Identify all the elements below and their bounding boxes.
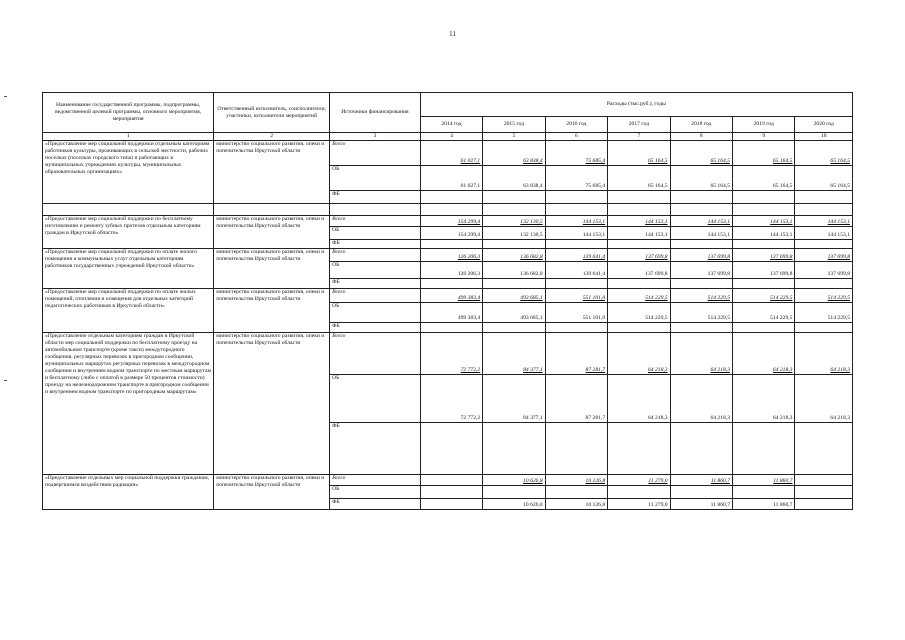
source-amount: 61 027,1 [420,166,482,191]
program-name: «Предоставление мер социальной поддержки отдельным категориям работников культуры, проживающих в сельской местности, рабочих поселках (поселках городского типа) и работающих в муниципальных учреждениях культуры, муниципальных образовательных организациях» [43,141,214,204]
source-amount [420,240,482,249]
source-amount [733,279,795,289]
table-row [43,475,853,486]
total-amount: 137 699,8 [795,249,853,262]
funding-source-label: ОБ [330,375,421,423]
column-number: 10 [795,133,853,141]
source-amount [545,240,607,249]
column-number: 7 [608,133,670,141]
table-row [43,141,853,166]
total-amount: 514 229,5 [608,289,670,303]
program-executor: министерство социального развития, опеки и попечительства Иркутской области [214,333,330,475]
source-amount: 87 281,7 [545,375,607,423]
source-amount: 137 699,8 [608,262,670,279]
source-amount: 137 699,8 [670,262,732,279]
source-amount: 72 772,2 [420,375,482,423]
source-amount [733,486,795,499]
total-amount: 144 153,1 [545,216,607,227]
funding-source-label: Всего [330,249,421,262]
total-amount: 11 860,7 [733,475,795,486]
total-amount: 499 383,4 [420,289,482,303]
total-amount: 551 101,0 [545,289,607,303]
total-amount [795,475,853,486]
year-header: 2014 год [420,117,482,133]
empty-cell [43,204,214,216]
source-amount: 64 218,3 [670,375,732,423]
funding-source-label: ФБ [330,323,421,333]
source-amount [545,486,607,499]
total-amount: 72 772,2 [420,333,482,375]
column-number: 6 [545,133,607,141]
total-amount: 132 130,5 [483,216,545,227]
source-amount [608,279,670,289]
empty-cell [420,204,482,216]
source-amount: 514 229,5 [608,303,670,323]
source-amount [670,279,732,289]
total-amount: 11 279,0 [608,475,670,486]
column-number: 4 [420,133,482,141]
source-amount: 137 699,8 [733,262,795,279]
total-amount: 65 164,5 [670,141,732,166]
source-amount [795,279,853,289]
total-amount: 144 153,1 [795,216,853,227]
funding-source-label: Всего [330,333,421,375]
funding-source-label: ОБ [330,262,421,279]
source-amount [545,191,607,204]
year-header: 2019 год [733,117,795,133]
source-amount [733,240,795,249]
source-amount: 11 279,0 [608,499,670,510]
source-amount: 84 377,1 [483,375,545,423]
empty-cell [330,204,421,216]
source-amount [483,323,545,333]
program-executor: министерство социального развития, опеки и попечительства Иркутской области [214,249,330,289]
funding-source-label: ОБ [330,486,421,499]
header-source: Источники финансирования [330,93,421,133]
total-amount: 75 685,4 [545,141,607,166]
program-name: «Предоставление мер социальной поддержки по оплате жилого помещения и коммунальных услуг отдельным категориям работников государственных учреждений Иркутской области» [43,249,214,289]
source-amount: 514 229,5 [733,303,795,323]
column-number: 8 [670,133,732,141]
source-amount [670,240,732,249]
table-row [43,249,853,262]
total-amount: 144 153,1 [733,216,795,227]
source-amount: 144 153,1 [795,227,853,240]
year-header: 2018 год [670,117,732,133]
source-amount [733,423,795,475]
header-expenses: Расходы (тыс.руб.), годы [420,93,852,117]
total-amount: 154 299,4 [420,216,482,227]
source-amount [795,323,853,333]
column-number: 1 [43,133,214,141]
source-amount: 64 218,3 [608,375,670,423]
source-amount: 65 164,5 [733,166,795,191]
source-amount: 551 101,0 [545,303,607,323]
funding-source-label: ФБ [330,423,421,475]
program-name: «Предоставление мер социальной поддержки по бесплатному изготовлению и ремонту зубных протезов отдельным категориям граждан в Иркутской области» [43,216,214,249]
source-amount [608,191,670,204]
table-row [43,333,853,375]
margin-mark [4,380,7,381]
program-executor: министерство социального развития, опеки и попечительства Иркутской области [214,141,330,204]
total-amount: 84 377,1 [483,333,545,375]
total-amount: 136 682,8 [483,249,545,262]
total-amount: 126 206,3 [420,249,482,262]
source-amount [483,240,545,249]
empty-cell [670,204,732,216]
source-amount: 75 685,4 [545,166,607,191]
source-amount: 11 860,7 [733,499,795,510]
table-row [43,289,853,303]
source-amount [795,499,853,510]
source-amount: 144 153,1 [733,227,795,240]
source-amount [545,423,607,475]
source-amount: 144 153,1 [545,227,607,240]
source-amount [483,423,545,475]
empty-cell [608,204,670,216]
source-amount [608,323,670,333]
source-amount [608,486,670,499]
expenses-table [42,92,853,510]
column-number: 2 [214,133,330,141]
funding-source-label: Всего [330,141,421,166]
source-amount: 136 682,8 [483,262,545,279]
total-amount: 514 229,5 [670,289,732,303]
source-amount [545,279,607,289]
source-amount: 144 153,1 [670,227,732,240]
source-amount [420,279,482,289]
header-executor: Ответственный исполнитель, соисполнители, участники, исполнители мероприятий [214,93,330,133]
source-amount [420,423,482,475]
source-amount: 126 206,3 [420,262,482,279]
source-amount: 64 218,3 [795,375,853,423]
source-amount [670,423,732,475]
source-amount: 10 626,8 [483,499,545,510]
table-row [43,216,853,227]
funding-source-label: ФБ [330,240,421,249]
total-amount: 11 860,7 [670,475,732,486]
total-amount [420,475,482,486]
source-amount [545,323,607,333]
empty-cell [795,204,853,216]
funding-source-label: ФБ [330,191,421,204]
total-amount: 64 218,3 [733,333,795,375]
source-amount [670,486,732,499]
funding-source-label: Всего [330,216,421,227]
source-amount [483,191,545,204]
source-amount: 65 164,5 [795,166,853,191]
page-number: 11 [449,30,456,38]
source-amount: 132 130,5 [483,227,545,240]
funding-source-label: Всего [330,289,421,303]
source-amount: 10 126,8 [545,499,607,510]
empty-cell [214,204,330,216]
total-amount: 493 685,1 [483,289,545,303]
year-header: 2017 год [608,117,670,133]
margin-mark [4,96,7,97]
spacer-row [43,204,853,216]
funding-source-label: ОБ [330,227,421,240]
source-amount [670,191,732,204]
program-executor: министерство социального развития, опеки и попечительства Иркутской области [214,216,330,249]
total-amount: 137 699,8 [670,249,732,262]
source-amount: 65 164,5 [670,166,732,191]
source-amount: 64 218,3 [733,375,795,423]
total-amount: 65 164,5 [608,141,670,166]
source-amount: 63 838,4 [483,166,545,191]
source-amount: 139 641,4 [545,262,607,279]
source-amount [795,191,853,204]
total-amount: 61 027,1 [420,141,482,166]
funding-source-label: ФБ [330,279,421,289]
source-amount [795,486,853,499]
source-amount: 514 229,5 [795,303,853,323]
total-amount: 87 281,7 [545,333,607,375]
source-amount [608,423,670,475]
funding-source-label: ОБ [330,303,421,323]
source-amount [420,191,482,204]
source-amount [733,191,795,204]
funding-source-label: ОБ [330,166,421,191]
program-executor: министерство социального развития, опеки и попечительства Иркутской области [214,475,330,510]
total-amount: 137 699,8 [608,249,670,262]
total-amount: 514 229,5 [733,289,795,303]
year-header: 2015 год [483,117,545,133]
source-amount [483,279,545,289]
header-name: Наименование государственной программы, подпрограммы, ведомственной целевой программы, основного мероприятия, мероприятия [43,93,214,133]
total-amount: 139 641,4 [545,249,607,262]
source-amount: 137 699,8 [795,262,853,279]
source-amount: 11 860,7 [670,499,732,510]
source-amount [795,240,853,249]
total-amount: 10 626,8 [483,475,545,486]
program-executor: министерство социального развития, опеки и попечительства Иркутской области [214,289,330,333]
source-amount [483,486,545,499]
source-amount: 514 229,5 [670,303,732,323]
column-number: 5 [483,133,545,141]
total-amount: 514 229,5 [795,289,853,303]
source-amount: 144 153,1 [608,227,670,240]
source-amount: 65 164,5 [608,166,670,191]
column-number: 9 [733,133,795,141]
source-amount [795,423,853,475]
source-amount [420,323,482,333]
funding-source-label: Всего [330,475,421,486]
total-amount: 64 218,3 [608,333,670,375]
source-amount [608,240,670,249]
total-amount: 144 153,1 [608,216,670,227]
total-amount: 137 699,8 [733,249,795,262]
total-amount: 144 153,1 [670,216,732,227]
total-amount: 65 164,5 [795,141,853,166]
year-header: 2016 год [545,117,607,133]
total-amount: 10 126,8 [545,475,607,486]
total-amount: 65 164,5 [733,141,795,166]
total-amount: 63 838,4 [483,141,545,166]
source-amount [420,486,482,499]
source-amount [733,323,795,333]
empty-cell [545,204,607,216]
program-name: «Предоставление отдельных мер социальной поддержки гражданам, подвергшимся воздействию радиации» [43,475,214,510]
total-amount: 64 218,3 [670,333,732,375]
source-amount: 499 383,4 [420,303,482,323]
program-name: «Предоставление отдельным категориям граждан в Иркутской области мер социальной поддержки по бесплатному проезду на автомобильном транспорте (кроме такси) междугородного сообщения, регулярных перевозок в пригородном сообщении, муниципальных маршрутах регулярных перевозок в междугородном сообщении и внутреннем водном транспорте по местным маршрутам и бесплатному (либо с оплатой в размере 50 процентов стоимости) проезду на железнодорожном транспорте в пригородном сообщении и внутреннем водном транспорте по пригородным маршрутам» [43,333,214,475]
source-amount: 154 299,4 [420,227,482,240]
year-header: 2020 год [795,117,853,133]
program-name: «Предоставление мер социальной поддержки по оплате жилых помещений, отопления и освещения для отдельных категорий педагогических работников в Иркутской области» [43,289,214,333]
empty-cell [733,204,795,216]
source-amount [420,499,482,510]
source-amount [670,323,732,333]
total-amount: 64 218,3 [795,333,853,375]
column-number: 3 [330,133,421,141]
funding-source-label: ФБ [330,499,421,510]
source-amount: 493 685,1 [483,303,545,323]
empty-cell [483,204,545,216]
